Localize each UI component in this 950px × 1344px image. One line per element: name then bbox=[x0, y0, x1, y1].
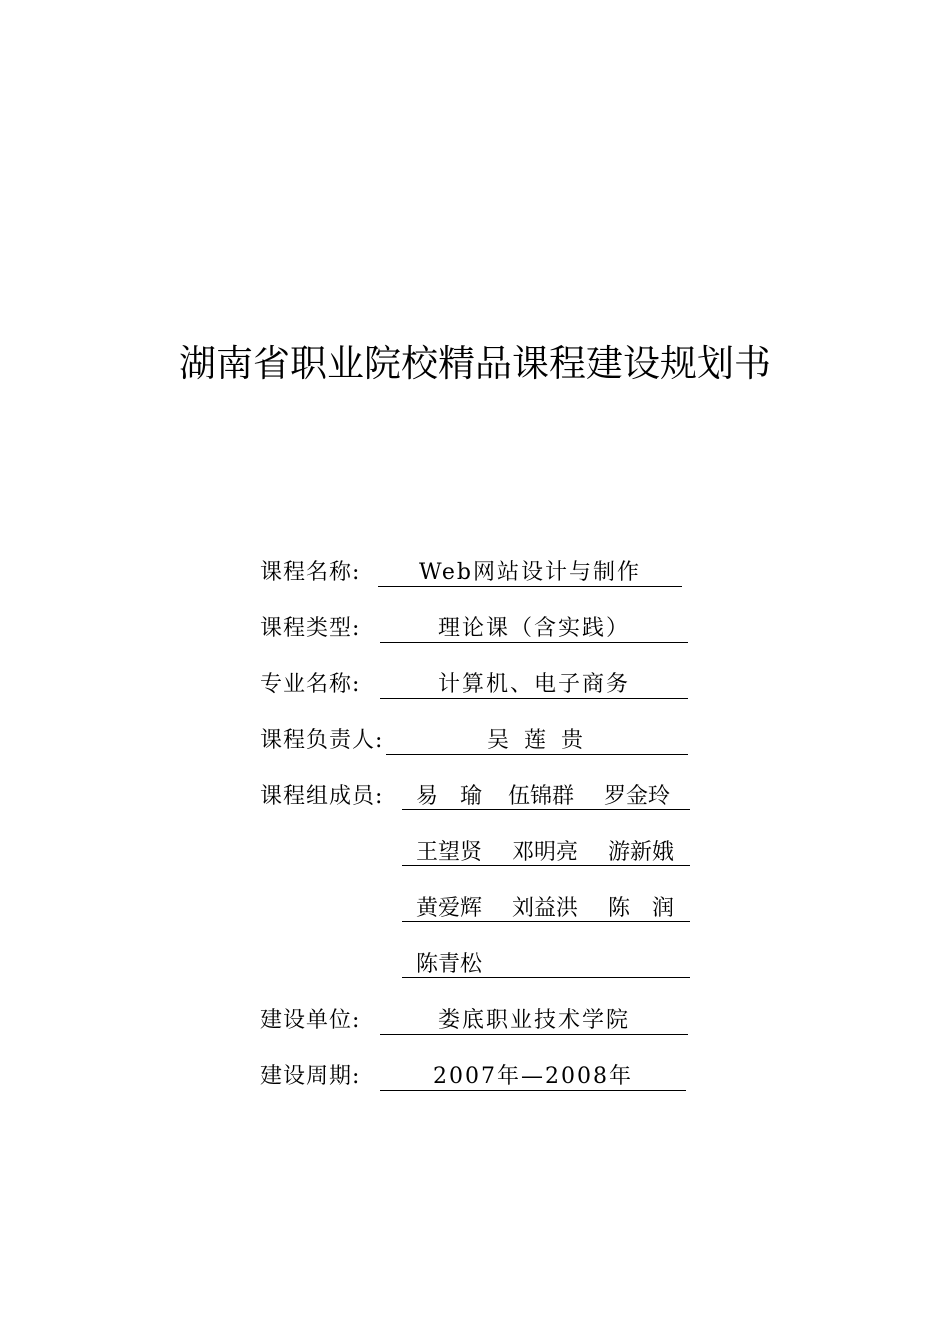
members-label: 课程组成员: bbox=[260, 784, 384, 809]
member-name: 罗金玲 bbox=[604, 784, 671, 809]
members-line-1 bbox=[402, 780, 690, 810]
course-name-label: 课程名称: bbox=[260, 560, 361, 585]
member-name: 黄爱辉 bbox=[416, 896, 483, 921]
leader-value: 吴 莲 贵 bbox=[386, 724, 688, 755]
period-label: 建设周期: bbox=[260, 1064, 361, 1089]
period-value: 2007年—2008年 bbox=[380, 1060, 686, 1091]
course-name-value: Web网站设计与制作 bbox=[378, 556, 682, 587]
members-line-3 bbox=[402, 892, 690, 922]
members-line-4 bbox=[402, 948, 690, 978]
member-name: 陈青松 bbox=[416, 952, 483, 977]
major-value: 计算机、电子商务 bbox=[380, 668, 688, 699]
unit-label: 建设单位: bbox=[260, 1008, 361, 1033]
member-name: 王望贤 bbox=[416, 840, 483, 865]
member-name: 邓明亮 bbox=[512, 840, 579, 865]
member-name: 游新娥 bbox=[608, 840, 675, 865]
course-type-value: 理论课（含实践） bbox=[380, 612, 688, 643]
leader-label: 课程负责人: bbox=[260, 728, 384, 753]
member-name: 伍锦群 bbox=[508, 784, 575, 809]
unit-value: 娄底职业技术学院 bbox=[380, 1004, 688, 1035]
document-title: 湖南省职业院校精品课程建设规划书 bbox=[179, 342, 771, 385]
member-name: 刘益洪 bbox=[512, 896, 579, 921]
members-line-2 bbox=[402, 836, 690, 866]
member-name: 易 瑜 bbox=[416, 784, 483, 809]
member-name: 陈 润 bbox=[608, 896, 675, 921]
course-type-label: 课程类型: bbox=[260, 616, 361, 641]
major-label: 专业名称: bbox=[260, 672, 361, 697]
